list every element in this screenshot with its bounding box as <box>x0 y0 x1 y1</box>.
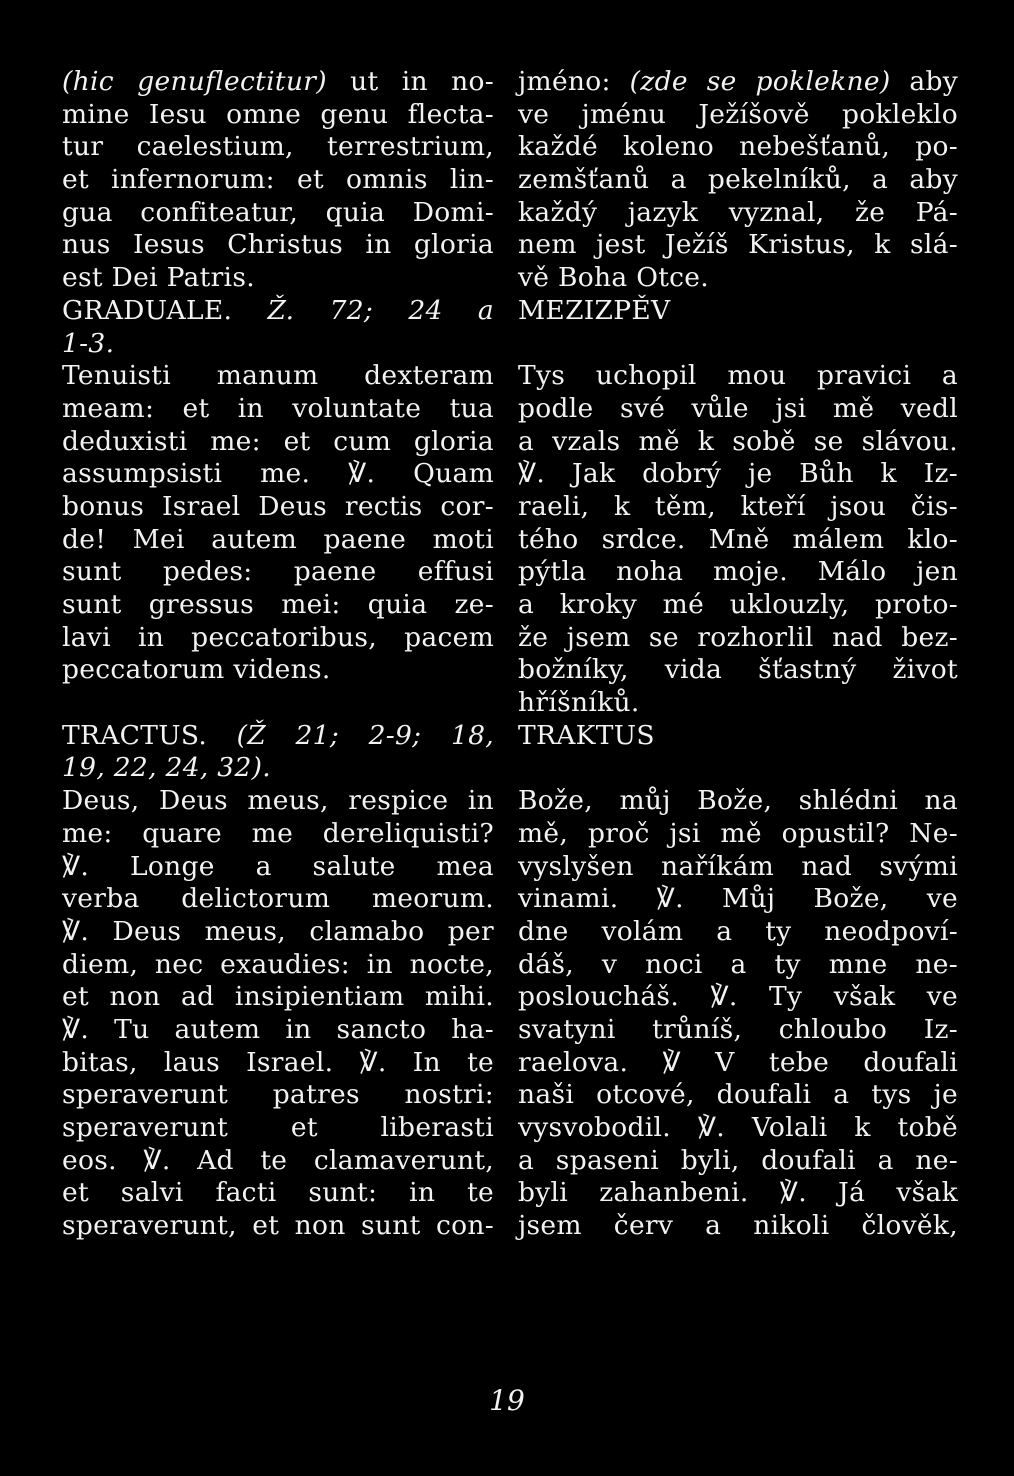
text-line <box>62 164 494 197</box>
text-line <box>62 1177 494 1210</box>
text-line <box>62 1047 494 1080</box>
text-line <box>518 851 958 884</box>
czech-column <box>518 66 958 1243</box>
line-text: lavi in peccatoribus, pacem <box>62 621 494 653</box>
line-text: MEZIZPĚV <box>518 294 671 326</box>
italic-text: (zde se poklekne) <box>629 66 891 97</box>
line-text: TRACTUS. <box>62 719 237 751</box>
line-text: vyslyšen naříkám nad svými <box>518 850 958 882</box>
line-text: tur caelestium, terrestrium, <box>62 131 494 163</box>
line-text: jsem červ a nikoli člověk, <box>518 1210 958 1242</box>
text-line <box>518 229 958 262</box>
text-line <box>62 916 494 949</box>
line-text: speraverunt, et non sunt con- <box>62 1210 494 1242</box>
text-line <box>518 916 958 949</box>
text-line <box>518 1210 958 1243</box>
text-line <box>62 262 494 295</box>
text-line <box>62 1112 494 1145</box>
line-text: že jsem se rozhorlil nad bez- <box>518 621 958 653</box>
text-line <box>518 1014 958 1047</box>
italic-text: Ž. 72; 24 a <box>267 294 494 326</box>
line-text: ℣. Longe a salute mea <box>62 850 494 882</box>
text-line <box>518 1145 958 1178</box>
line-text: každý jazyk vyznal, že Pá- <box>518 196 958 228</box>
text-line <box>518 949 958 982</box>
text-line <box>62 654 494 687</box>
text-line <box>518 66 958 99</box>
line-text: byli zahanbeni. ℣. Já však <box>518 1177 958 1209</box>
text-line <box>518 491 958 524</box>
line-text: ℣. Tu autem in sancto ha- <box>62 1013 494 1045</box>
line-text: naši otcové, doufali a tys je <box>518 1079 958 1111</box>
line-text: a kroky mé uklouzly, proto- <box>518 589 958 620</box>
line-text: verba delictorum meorum. <box>62 883 494 915</box>
line-text: Bože, můj Bože, shlédni na <box>518 785 958 817</box>
line-text: assumpsisti me. ℣. Quam <box>62 458 494 490</box>
text-line <box>518 164 958 197</box>
text-line <box>62 1210 494 1243</box>
line-text: deduxisti me: et cum gloria <box>62 425 494 457</box>
line-text: et non ad insipientiam mihi. <box>62 981 494 1013</box>
text-line <box>518 360 958 393</box>
text-line <box>62 785 494 818</box>
text-line <box>62 949 494 982</box>
text-line <box>62 295 494 328</box>
text-line <box>62 556 494 589</box>
text-line <box>518 589 958 622</box>
text-line <box>62 981 494 1014</box>
text-line <box>518 131 958 164</box>
text-line <box>62 818 494 851</box>
text-line <box>62 622 494 655</box>
text-line <box>518 426 958 459</box>
text-line <box>518 556 958 589</box>
text-line <box>62 458 494 491</box>
line-text: diem, nec exaudies: in nocte, <box>62 948 494 980</box>
text-line <box>518 393 958 426</box>
line-text: raelova. ℣ V tebe doufali <box>518 1046 958 1078</box>
line-text: mine Iesu omne genu flecta- <box>62 98 494 130</box>
line-text: bonus Israel Deus rectis cor- <box>62 490 494 522</box>
text-line <box>518 1047 958 1080</box>
line-text: božníky, vida šťastný život <box>518 654 958 686</box>
text-line <box>518 981 958 1014</box>
text-line <box>518 458 958 491</box>
text-line <box>518 622 958 655</box>
text-line <box>62 360 494 393</box>
text-line <box>518 197 958 230</box>
text-line <box>62 131 494 164</box>
italic-text: (Ž 21; 2-9; 18, <box>236 719 494 751</box>
line-text: sunt gressus mei: quia ze- <box>62 589 494 620</box>
text-line <box>62 328 494 361</box>
italic-text: (hic genuflectitur) <box>62 66 327 97</box>
text-line <box>62 426 494 459</box>
line-text: Tenuisti manum dexteram <box>62 360 494 392</box>
line-text: ℣. Jak dobrý je Bůh k Iz- <box>518 458 958 490</box>
text-line <box>62 66 494 99</box>
line-text: bitas, laus Israel. ℣. In te <box>62 1046 494 1078</box>
text-line <box>518 99 958 132</box>
text-line <box>62 491 494 524</box>
line-text: dáš, v noci a ty mne ne- <box>518 948 958 980</box>
text-line <box>518 262 958 295</box>
text-line <box>518 818 958 851</box>
line-text: vysvobodil. ℣. Volali k tobě <box>518 1112 958 1143</box>
line-text: et salvi facti sunt: in te <box>62 1177 494 1209</box>
line-text: est Dei Patris. <box>62 262 255 294</box>
line-text: speraverunt patres nostri: <box>62 1079 494 1111</box>
line-text: posloucháš. ℣. Ty však ve <box>518 981 958 1013</box>
line-text: et infernorum: et omnis lin- <box>62 164 494 196</box>
line-text: a vzals mě k sobě se slávou. <box>518 425 958 457</box>
line-text: mě, proč jsi mě opustil? Ne- <box>518 817 958 849</box>
line-text: ℣. Deus meus, clamabo per <box>62 915 494 947</box>
text-line <box>62 1014 494 1047</box>
text-line <box>518 328 958 361</box>
line-text: nem jest Ježíš Kristus, k slá- <box>518 229 958 261</box>
text-line <box>518 295 958 328</box>
line-text: každé koleno nebešťanů, po- <box>518 131 958 163</box>
line-text: sunt pedes: paene effusi <box>62 556 494 588</box>
text-line <box>62 752 494 785</box>
page-number: 19 <box>489 1384 525 1417</box>
line-text: jméno: <box>518 66 630 97</box>
line-text: TRAKTUS <box>518 719 655 751</box>
text-line <box>518 687 958 720</box>
line-text: hříšníků. <box>518 687 640 719</box>
text-line <box>62 99 494 132</box>
text-line <box>518 720 958 753</box>
line-text: aby <box>890 66 958 97</box>
line-text: me: quare me dereliquisti? <box>62 817 494 849</box>
text-line <box>518 883 958 916</box>
text-line <box>518 1112 958 1145</box>
line-text: tého srdce. Mně málem klo- <box>518 523 958 555</box>
line-text: speraverunt et liberasti <box>62 1112 494 1143</box>
text-line <box>62 883 494 916</box>
line-text: eos. ℣. Ad te clamaverunt, <box>62 1144 494 1176</box>
line-text: vinami. ℣. Můj Bože, ve <box>518 883 958 915</box>
text-line <box>62 851 494 884</box>
italic-text: 1-3. <box>62 327 115 359</box>
text-line <box>62 589 494 622</box>
text-line <box>62 197 494 230</box>
line-text: gua confiteatur, quia Domi- <box>62 196 494 228</box>
line-text: nus Iesus Christus in gloria <box>62 229 494 261</box>
text-line <box>518 1079 958 1112</box>
text-line <box>62 720 494 753</box>
text-line <box>62 524 494 557</box>
text-line <box>62 1145 494 1178</box>
text-line <box>518 752 958 785</box>
line-text: svatyni trůníš, chloubo Iz- <box>518 1013 958 1045</box>
line-text: ve jménu Ježíšově pokleklo <box>518 98 958 130</box>
text-line <box>62 687 494 720</box>
text-line <box>518 524 958 557</box>
line-text: vě Boha Otce. <box>518 262 710 294</box>
line-text: de! Mei autem paene moti <box>62 523 494 555</box>
line-text: dne volám a ty neodpoví- <box>518 915 958 947</box>
text-line <box>62 393 494 426</box>
line-text: GRADUALE. <box>62 294 268 326</box>
latin-column <box>62 66 494 1243</box>
text-line <box>62 1079 494 1112</box>
line-text: ut in no- <box>326 66 494 97</box>
line-text: Deus, Deus meus, respice in <box>62 785 494 817</box>
text-line <box>518 1177 958 1210</box>
text-line <box>518 785 958 818</box>
line-text: peccatorum videns. <box>62 654 331 686</box>
line-text: zemšťanů a pekelníků, a aby <box>518 164 958 196</box>
line-text: pýtla noha moje. Málo jen <box>518 556 958 588</box>
text-line <box>62 229 494 262</box>
line-text: raeli, k těm, kteří jsou čis- <box>518 490 958 522</box>
line-text: Tys uchopil mou pravici a <box>518 360 958 392</box>
line-text: meam: et in voluntate tua <box>62 392 494 424</box>
text-line <box>518 654 958 687</box>
line-text: a spaseni byli, doufali a ne- <box>518 1144 958 1176</box>
line-text: podle své vůle jsi mě vedl <box>518 392 958 424</box>
italic-text: 19, 22, 24, 32). <box>62 752 271 784</box>
